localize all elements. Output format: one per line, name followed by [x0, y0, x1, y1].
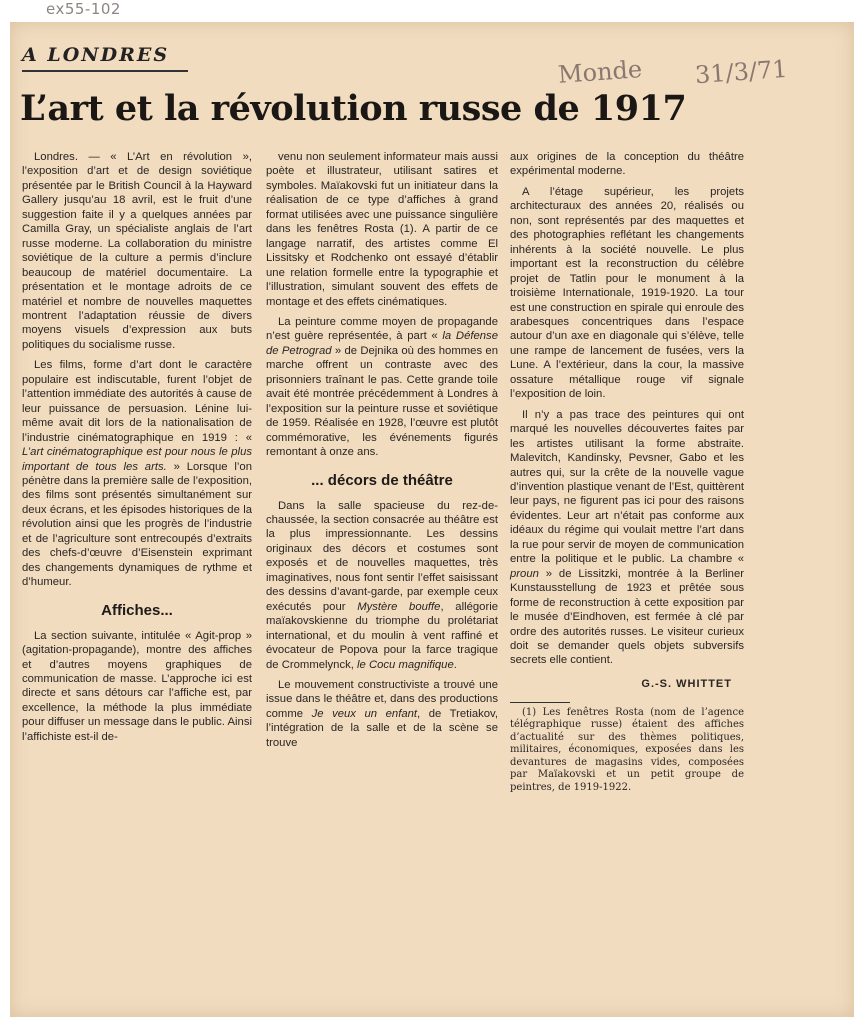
- subheading-decors-theatre: ... décors de théâtre: [311, 471, 453, 489]
- kicker-underline: [22, 70, 188, 72]
- article-column-1: [22, 150, 252, 750]
- paragraph: venu non seulement informateur mais aussi poète et illustrateur, utilisant satires et symboles. Maïakovski fut un initiateur dans la réalisation de ce type d’affiches à grand format utilisées avec une puissance singulière dans les fenêtres Rosta (1). A partir de ce langage narratif, des artistes comme El Lissitsky et Rodchenko ont essayé d’établir une relation formelle entre la typographie et l’illustration, simulant souvent des effets de montage et des effets cinématiques.: [266, 151, 498, 308]
- artwork-title: la Défense de Petrograd: [266, 330, 498, 357]
- newspaper-name-annotation: Monde: [557, 55, 643, 89]
- paragraph: Dans la salle spacieuse du rez-de-chaussée, la section consacrée au théâtre est la plus impressionnante. Les dessins originaux des décors et costumes sont exposés et de nouvelles maquettes, très imaginatives, nous font sentir l’effet saisissant des dessins d’avant-garde, par exemple ceux exécutés pour Mystère bouffe, allégorie maïakovskienne du triomphe du prolétariat international, et du moulin à vent raffiné et évocateur de Popova pour la farce tragique de Crommelynck, le Cocu magnifique.: [266, 499, 498, 671]
- footnote-rule: [510, 702, 570, 703]
- paragraph: Londres. — « L’Art en révolution », l’exposition d’art et de design soviétique présentée par le British Council à la Hayward Gallery jusqu’au 18 avril, est le fruit d’une suggestion faite il y a quelques années par Camilla Gray, un spécialiste anglais de l’art russe moderne. La collaboration du ministre soviétique de la culture a permis d’inclure beaucoup de matériel documentaire. La présentation et le montage adroits de ce matériel et nombre de nouvelles maquettes montrent l’adaptation réussie de divers moyens visuels d’expression aux buts politiques du socialisme russe.: [22, 151, 252, 351]
- quote-emphasis: L’art cinématographique est pour nous le plus important de tous les arts.: [22, 446, 252, 473]
- work-title: proun: [510, 567, 539, 580]
- paragraph: Les films, forme d’art dont le caractère populaire est indiscutable, furent l’objet de l’attention immédiate des autorités à cause de leur puissance de persuasion. Lénine lui-même avait dit lors de la nationalisation de l’industrie cinématographique en 1919 : « L’art cinématographique est pour nous le plus important de tous les arts. » Lorsque l’on pénètre dans la première salle de l’exposition, des films sont présentés simultanément sur deux écrans, et les épisodes historiques de la révolution ainsi que les progrès de l’industrie et de l’agriculture sont entrecoupés d’extraits des chefs-d’œuvre d’Eisenstein exprimant des changements dynamiques de rythme et d’humeur.: [22, 359, 252, 589]
- work-title: le Cocu magnifique: [357, 658, 454, 671]
- date-annotation: 31/3/71: [694, 54, 789, 90]
- archive-code-annotation: ex55-102: [46, 0, 121, 18]
- article-headline: L’art et la révolution russe de 1917: [20, 88, 687, 129]
- author-signature: G.-S. WHITTET: [641, 677, 732, 690]
- work-title: Je veux un enfant: [311, 707, 418, 720]
- section-kicker: A LONDRES: [22, 44, 170, 66]
- paragraph: La section suivante, intitulée « Agit-prop » (agitation-propagande), montre des affiches et d’autres moyens graphiques de communication de masse. L’approche ici est directe et sans détours car l’affiche est, par excellence, la méthode la plus immédiate pour diffuser un message dans le public. Ainsi l’affichiste est-il de-: [22, 629, 252, 743]
- work-title: Mystère bouffe: [357, 600, 441, 613]
- paragraph: Le mouvement constructiviste a trouvé une issue dans le théâtre et, dans des productions comme Je veux un enfant, de Tretiakov, l’intégration de la salle et de la scène se trouve: [266, 678, 498, 749]
- article-column-3: [510, 150, 744, 800]
- paragraph: aux origines de la conception du théâtre expérimental moderne.: [510, 151, 744, 178]
- paragraph: A l’étage supérieur, les projets architecturaux des années 20, réalisés ou non, sont représentés par des maquettes et des photographies reflétant les changements inhérents à la société nouvelle. Le plus important est la reconstruction du célèbre projet de Tatlin pour le monument à la troisième Internationale, 1919-1920. La tour est une construction en spirale qui enroule des arabesques concentriques dans l’espace autour d’un axe en diagonale qui s’élève, telle une rampe de lancement de fusées, vers la Lune. A l’extérieur, dans la cour, la massive ossature métallique rouge vif signale l’exposition de loin.: [510, 185, 744, 401]
- article-column-2: [266, 150, 498, 756]
- paragraph: La peinture comme moyen de propagande n’est guère représentée, à part « la Défense de Petrograd » de Dejnika où des hommes en marche offrent un contraste avec des prisonniers traînant le pas. Cette grande toile avait été montrée précédemment à Londres à l’exposition sur la peinture russe et soviétique de 1959. Réalisée en 1928, l’œuvre est plutôt commémorative, les événements figurés remontant à onze ans.: [266, 315, 498, 459]
- footnote: (1) Les fenêtres Rosta (nom de l’agence télégraphique russe) étaient des affiches d’actualité sur des thèmes politiques, militaires, économiques, exposées dans les devantures de magasins vides, composées par Maïakovski et un petit groupe de peintres, de 1919-1922.: [510, 706, 744, 793]
- subheading-affiches: Affiches...: [101, 601, 173, 619]
- paragraph: Il n’y a pas trace des peintures qui ont marqué les nouvelles découvertes faites par les artistes utilisant la forme abstraite. Malevitch, Kandinsky, Pevsner, Gabo et les autres qui, sur la crête de la nouvelle vague d’invention plastique venant de l’Est, quittèrent leur pays, ne figurent pas ici pour des raisons évidentes. Leur art n’était pas conforme aux idéaux du régime qui voulait mettre l’art dans la rue pour servir de moyen de communication entre la politique et le public. La chambre « proun » de Lissitzki, montrée à la Berliner Kunstausstellung de 1923 et prêtée sous forme de reconstruction à cette exposition par le musée d’Eindhoven, est fermée à clé par ordre des autorités russes. Le visiteur curieux doit se demander quels objets subversifs secrets elle contient.: [510, 408, 744, 667]
